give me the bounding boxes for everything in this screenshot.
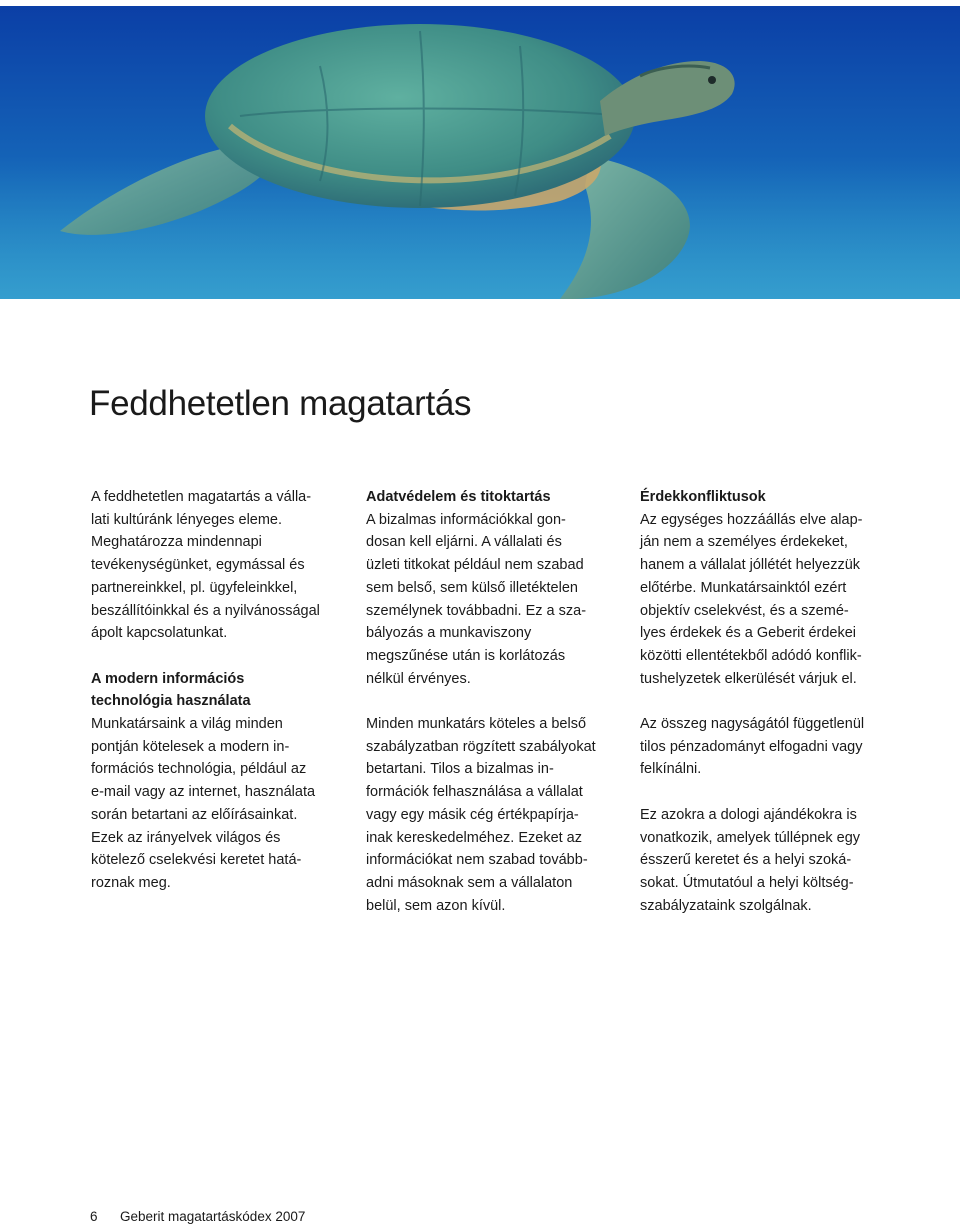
text-line: ésszerű keretet és a helyi szoká- — [640, 852, 852, 869]
text-line: e-mail vagy az internet, használata — [91, 784, 316, 801]
text-line: objektív cselekvést, és a szemé- — [640, 602, 849, 619]
text-line: lati kultúránk lényeges eleme. — [91, 511, 283, 528]
text-line: tilos pénzadományt elfogadni vagy — [640, 738, 863, 755]
text-line: A bizalmas információkkal gon- — [366, 511, 566, 528]
conflicts-paragraph-2 — [640, 713, 940, 781]
text-line: megszűnése után is korlátozás — [366, 647, 566, 664]
text-line: formációs technológia, például az — [91, 761, 307, 778]
text-line: vagy egy másik cég értékpapírja- — [366, 806, 579, 823]
text-line: során betartani az előírásainkat. — [91, 806, 298, 823]
text-line: belül, sem azon kívül. — [366, 897, 506, 914]
text-line: kötelező cselekvési keretet hatá- — [91, 852, 302, 869]
it-usage-paragraph — [91, 713, 351, 895]
text-line: szabályzatban rögzített szabályokat — [366, 738, 596, 755]
page-title: Feddhetetlen magatartás — [89, 384, 472, 423]
text-line: A feddhetetlen magatartás a válla- — [91, 489, 312, 505]
page-number: 6 — [90, 1209, 98, 1224]
page-footer — [90, 1209, 305, 1224]
text-line: nélkül érvényes. — [366, 670, 471, 687]
text-line: tevékenységünket, egymással és — [91, 557, 305, 574]
section-heading-conflicts: Érdekkonfliktusok — [640, 489, 766, 505]
text-line: bályozás a munkaviszony — [366, 625, 532, 642]
sea-turtle-illustration — [0, 6, 960, 299]
text-line: ápolt kapcsolatunkat. — [91, 625, 228, 642]
heading-line: A modern információs — [91, 670, 245, 687]
text-line: üzleti titkokat például nem szabad — [366, 557, 584, 574]
heading-line: technológia használata — [91, 693, 251, 710]
text-line: partnereinkkel, pl. ügyfeleinkkel, — [91, 579, 298, 596]
text-line: Az egységes hozzáállás elve alap- — [640, 511, 863, 528]
text-line: betartani. Tilos a bizalmas in- — [366, 761, 554, 778]
intro-paragraph — [91, 486, 351, 645]
text-line: roznak meg. — [91, 874, 171, 891]
text-line: Munkatársaink a világ minden — [91, 716, 283, 733]
column-data-protection — [366, 486, 626, 917]
text-line: sokat. Útmutatóul a helyi költség- — [640, 874, 854, 891]
text-line: információkat nem szabad tovább- — [366, 852, 588, 869]
conflicts-paragraph-3 — [640, 804, 940, 918]
text-line: formációk felhasználása a vállalat — [366, 784, 583, 801]
text-line: pontján kötelesek a modern in- — [91, 738, 290, 755]
column-conflicts-of-interest — [640, 486, 940, 917]
text-line: lyes érdekek és a Geberit érdekei — [640, 625, 856, 642]
section-heading-data-protection: Adatvédelem és titoktartás — [366, 489, 551, 505]
text-line: szabályzataink szolgálnak. — [640, 897, 812, 914]
data-protection-paragraph-2 — [366, 713, 626, 917]
text-line: ján nem a személyes érdekeket, — [640, 534, 848, 551]
text-line: Ez azokra a dologi ajándékokra is — [640, 806, 857, 823]
text-line: Minden munkatárs köteles a belső — [366, 716, 587, 733]
text-line: Meghatározza mindennapi — [91, 534, 262, 551]
text-line: közötti ellentétekből adódó konflik- — [640, 647, 862, 664]
text-line: tushelyzetek elkerülését várjuk el. — [640, 670, 857, 687]
text-line: dosan kell eljárni. A vállalati és — [366, 534, 562, 551]
text-line: hanem a vállalat jóllétét helyezzük — [640, 557, 861, 574]
text-line: előtérbe. Munkatársainktól ezért — [640, 579, 847, 596]
text-line: sem belső, sem külső illetéktelen — [366, 579, 578, 596]
text-line: adni másoknak sem a vállalaton — [366, 874, 573, 891]
text-line: felkínálni. — [640, 761, 702, 778]
text-line: inak kereskedelméhez. Ezeket az — [366, 829, 582, 846]
publication-title: Geberit magatartáskódex 2007 — [120, 1209, 306, 1224]
conflicts-paragraph-1 — [640, 509, 940, 691]
data-protection-paragraph-1 — [366, 509, 626, 691]
text-line: Ezek az irányelvek világos és — [91, 829, 281, 846]
text-line: Az összeg nagyságától függetlenül — [640, 716, 865, 733]
text-line: beszállítóinkkal és a nyilvánosságal — [91, 602, 320, 619]
section-heading-it-usage — [91, 668, 351, 713]
text-line: személynek továbbadni. Ez a sza- — [366, 602, 587, 619]
hero-photo-sea-turtle — [0, 6, 960, 299]
text-line: vonatkozik, amelyek túllépnek egy — [640, 829, 861, 846]
column-integrity-intro — [91, 486, 351, 895]
